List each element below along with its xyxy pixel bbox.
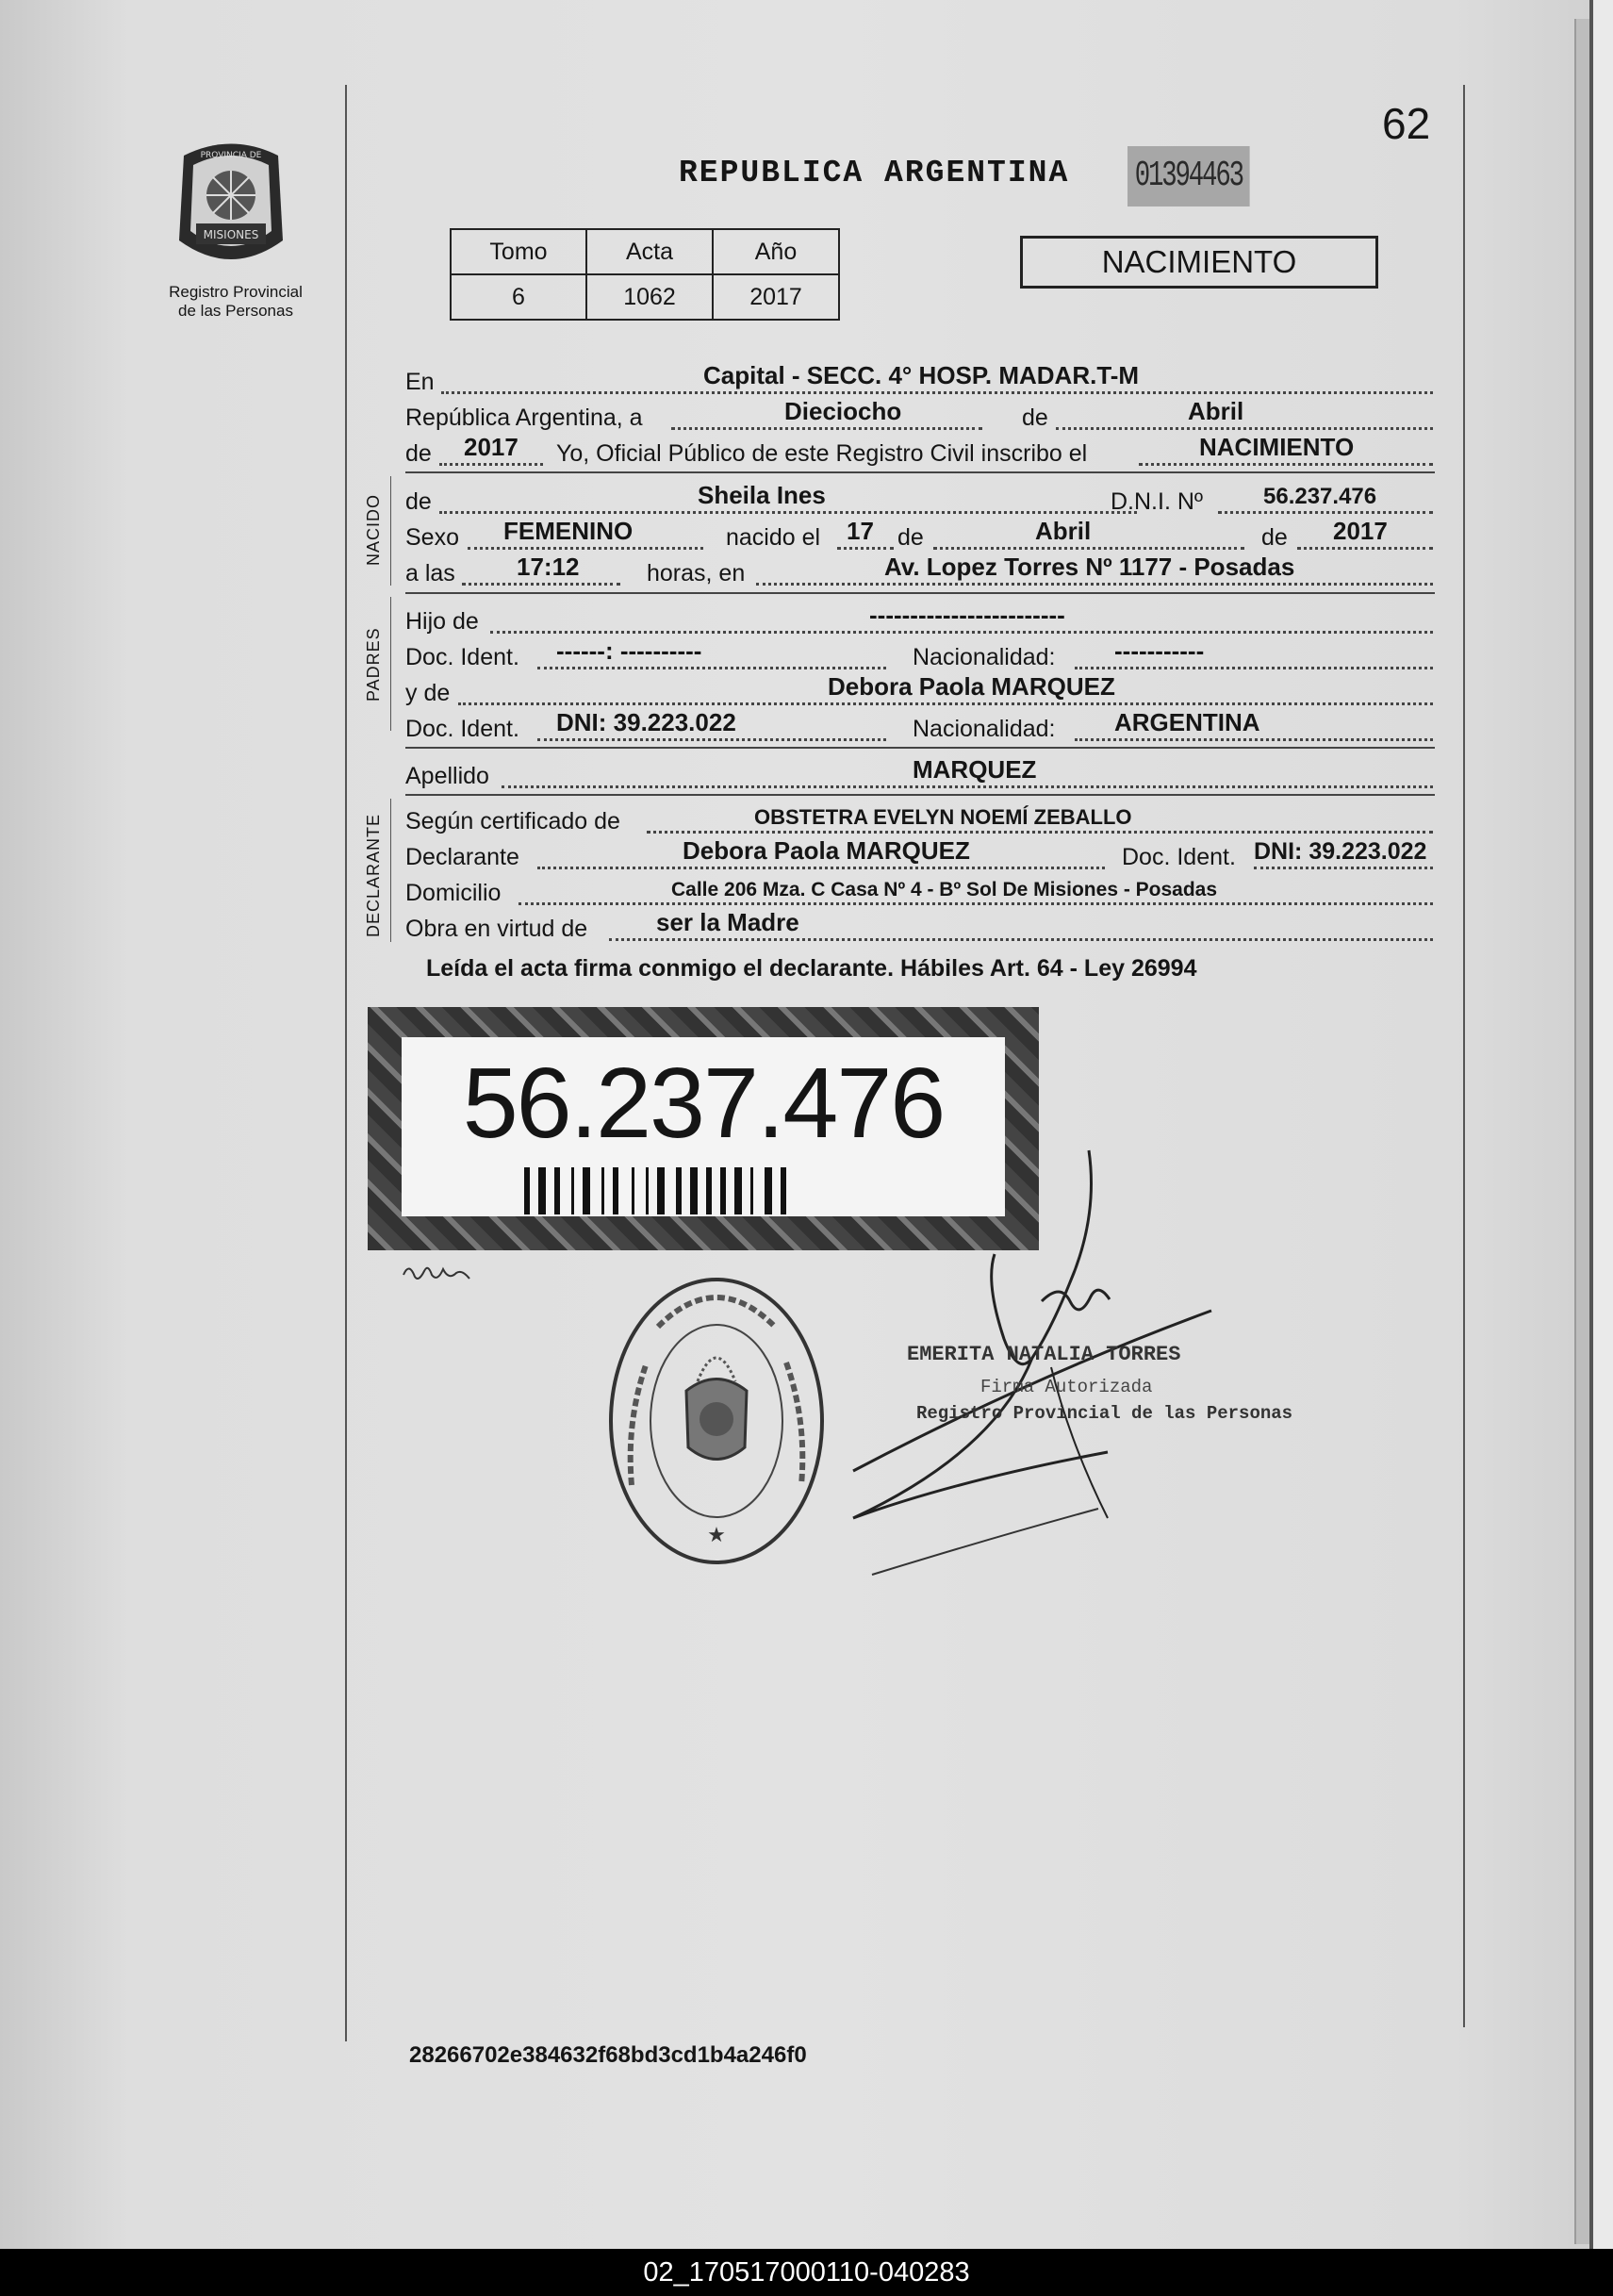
left-margin-line	[345, 85, 347, 2041]
dotted-line	[1297, 547, 1433, 550]
yde-label: y de	[405, 680, 451, 706]
surname-value: MARQUEZ	[913, 755, 1037, 784]
declarante-label: Declarante	[405, 844, 519, 870]
tomo-header: Tomo	[451, 229, 586, 274]
dotted-line	[609, 938, 1433, 941]
row-mother-doc	[405, 708, 1435, 743]
barcode-bar	[750, 1167, 753, 1214]
de-label: de	[1022, 405, 1048, 431]
mother-name: Debora Paola MARQUEZ	[828, 672, 1115, 701]
horas-label: horas, en	[647, 560, 746, 586]
day-value: Dieciocho	[784, 397, 902, 425]
dotted-line	[458, 702, 1433, 705]
right-margin-line	[1463, 85, 1465, 2027]
svg-text:★: ★	[707, 1524, 726, 1547]
serial-number: 01394463	[1127, 146, 1250, 206]
dotted-line	[837, 547, 894, 550]
de-label: de	[897, 524, 924, 551]
section-divider	[405, 471, 1435, 473]
section-divider	[405, 794, 1435, 796]
paper-edge-back	[1593, 0, 1613, 2249]
nacionalidad-label: Nacionalidad:	[913, 716, 1056, 742]
obra-label: Obra en virtud de	[405, 916, 588, 942]
row-time-place	[405, 555, 1435, 587]
month-value: Abril	[1188, 397, 1244, 425]
child-dni: 56.237.476	[1263, 484, 1377, 509]
birth-time: 17:12	[517, 553, 580, 581]
barcode-bar	[613, 1167, 618, 1214]
barcode-bar	[765, 1167, 772, 1214]
row-declarant	[405, 836, 1435, 871]
dotted-line	[647, 831, 1433, 834]
de-label: de	[405, 440, 432, 467]
doc-label: Doc. Ident.	[1122, 844, 1236, 870]
registry-label	[141, 283, 330, 321]
svg-text:MISIONES: MISIONES	[203, 228, 259, 241]
svg-text:PROVINCIA DE: PROVINCIA DE	[200, 151, 262, 160]
nacido-section-label: NACIDO	[364, 493, 383, 566]
dotted-line	[1075, 667, 1433, 669]
father-doc: ------: ----------	[556, 636, 702, 665]
barcode-bar	[524, 1167, 530, 1214]
doc-label: Doc. Ident.	[405, 644, 519, 670]
row-father-doc	[405, 636, 1435, 671]
birth-place: Av. Lopez Torres Nº 1177 - Posadas	[884, 553, 1295, 581]
mother-doc: DNI: 39.223.022	[556, 708, 736, 736]
declarante-section-label: DECLARANTE	[364, 813, 383, 937]
birth-month: Abril	[1035, 517, 1092, 545]
row-date	[405, 397, 1435, 432]
child-name: Sheila Ines	[698, 481, 826, 509]
section-bar	[390, 799, 391, 942]
nacionalidad-label: Nacionalidad:	[913, 644, 1056, 670]
country-title: REPUBLICA ARGENTINA	[679, 156, 1070, 190]
initials-signature	[400, 1254, 475, 1286]
sexo-label: Sexo	[405, 524, 459, 551]
dotted-line	[502, 785, 1433, 788]
dotted-line	[1254, 867, 1433, 869]
acta-value: 1062	[586, 274, 713, 320]
nacido-label: nacido el	[726, 524, 821, 551]
dotted-line	[439, 463, 543, 466]
domicilio-label: Domicilio	[405, 880, 502, 906]
dotted-line	[468, 547, 703, 550]
en-label: En	[405, 369, 435, 395]
barcode-bar	[632, 1167, 634, 1214]
dotted-line	[1139, 463, 1433, 466]
dotted-line	[537, 867, 1105, 869]
dotted-line	[1056, 427, 1433, 430]
barcode-bar	[646, 1167, 649, 1214]
barcode-bar	[690, 1167, 698, 1214]
padres-section-label: PADRES	[364, 627, 383, 702]
row-place	[405, 361, 1435, 396]
dotted-line	[756, 583, 1433, 586]
acta-header: Acta	[586, 229, 713, 274]
document-hash: 28266702e384632f68bd3cd1b4a246f0	[409, 2042, 807, 2068]
barcode-bar	[676, 1167, 682, 1214]
official-seal	[603, 1268, 830, 1575]
tomo-value: 6	[451, 274, 586, 320]
place-value: Capital - SECC. 4° HOSP. MADAR.T-M	[703, 361, 1140, 389]
mother-nationality: ARGENTINA	[1114, 708, 1260, 736]
certificado-label: Según certificado de	[405, 808, 620, 834]
section-divider	[405, 747, 1435, 749]
year-value: 2017	[464, 433, 518, 461]
dni-label: D.N.I. Nº	[1111, 488, 1204, 515]
hijo-label: Hijo de	[405, 608, 479, 635]
act-value: NACIMIENTO	[1199, 433, 1355, 461]
apellido-label: Apellido	[405, 763, 489, 789]
row-mother	[405, 672, 1435, 707]
barcode-bar	[657, 1167, 665, 1214]
scan-filename: 02_170517000110-040283	[0, 2249, 1613, 2296]
row-certificate	[405, 803, 1435, 835]
statement-text: Yo, Oficial Público de este Registro Civil inscribo el	[556, 440, 1088, 467]
republica-label: República Argentina, a	[405, 405, 643, 431]
dotted-line	[439, 511, 1137, 514]
birth-year: 2017	[1333, 517, 1388, 545]
section-bar	[390, 597, 391, 731]
coat-of-arms-logo	[170, 137, 292, 278]
dotted-line	[441, 391, 1433, 394]
dotted-line	[490, 631, 1433, 634]
sexo-value: FEMENINO	[503, 517, 634, 545]
dotted-line	[671, 427, 982, 430]
certificate-value: OBSTETRA EVELYN NOEMÍ ZEBALLO	[754, 805, 1132, 829]
de-label: de	[405, 488, 432, 515]
birth-day: 17	[847, 517, 874, 545]
row-father	[405, 603, 1435, 636]
doc-label: Doc. Ident.	[405, 716, 519, 742]
row-sex-birthdate	[405, 517, 1435, 552]
declarant-name: Debora Paola MARQUEZ	[683, 836, 970, 865]
barcode-bar	[583, 1167, 590, 1214]
alas-label: a las	[405, 560, 455, 586]
row-capacity	[405, 908, 1435, 943]
official-name: EMERITA NATALIA TORRES	[907, 1343, 1181, 1366]
page-number: 62	[1382, 99, 1431, 148]
closing-statement: Leída el acta firma conmigo el declarante. Hábiles Art. 64 - Ley 26994	[426, 955, 1197, 982]
row-name	[405, 481, 1435, 516]
official-title: Firma Autorizada	[980, 1377, 1153, 1397]
address-value: Calle 206 Mza. C Casa Nº 4 - Bº Sol De Misiones - Posadas	[671, 879, 1218, 900]
section-divider	[405, 592, 1435, 594]
anio-header: Año	[713, 229, 839, 274]
row-statement	[405, 433, 1435, 468]
barcode-bar	[720, 1167, 726, 1214]
anio-value: 2017	[713, 274, 839, 320]
barcode-bar	[734, 1167, 742, 1214]
dni-sticker-number: 56.237.476	[462, 1048, 945, 1159]
barcode-bar	[706, 1167, 712, 1214]
official-office: Registro Provincial de las Personas	[916, 1403, 1293, 1424]
section-bar	[390, 476, 391, 586]
dotted-line	[1075, 738, 1433, 741]
dotted-line	[537, 667, 886, 669]
capacity-value: ser la Madre	[656, 908, 799, 936]
dotted-line	[518, 902, 1433, 905]
barcode-bar	[571, 1167, 574, 1214]
registry-label-line2: de las Personas	[178, 302, 293, 320]
barcode-bar	[601, 1167, 604, 1214]
father-nationality: -----------	[1114, 636, 1205, 665]
row-address	[405, 875, 1435, 907]
book-reference-table	[450, 228, 840, 321]
dotted-line	[933, 547, 1244, 550]
de-label: de	[1261, 524, 1288, 551]
record-type-box: NACIMIENTO	[1020, 236, 1378, 289]
barcode-bar	[554, 1167, 560, 1214]
dotted-line	[537, 738, 886, 741]
dotted-line	[462, 583, 620, 586]
declarant-doc: DNI: 39.223.022	[1254, 838, 1427, 865]
father-name: ------------------------	[869, 601, 1065, 629]
barcode-bar	[538, 1167, 546, 1214]
row-surname	[405, 755, 1435, 790]
registry-label-line1: Registro Provincial	[169, 283, 303, 301]
dotted-line	[1218, 511, 1433, 514]
barcode-bar	[781, 1167, 786, 1214]
